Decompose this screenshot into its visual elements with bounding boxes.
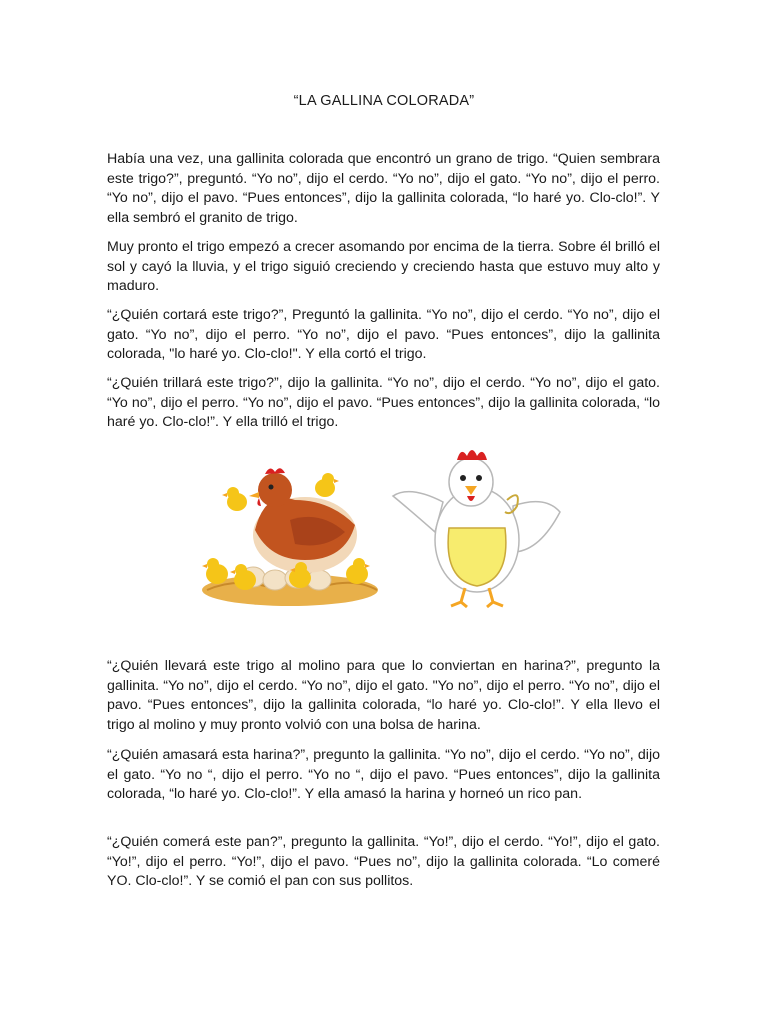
paragraph-7: “¿Quién comerá este pan?”, pregunto la gallinita. “Yo!”, dijo el cerdo. “Yo!”, dijo el gato. “Yo!”, dijo el perro. “Yo!”, dijo el pavo. “Pues no”, dijo la gallinita colorada. “Lo comeré YO. Clo-clo!”. Y se comió el pan con sus pollitos. <box>107 834 660 890</box>
white-hen-apron-icon <box>393 450 560 607</box>
paragraph-1: Había una vez, una gallinita colorada que encontró un grano de trigo. “Quien sembrara este trigo?”, preguntó. “Yo no”, dijo el cerdo. “Yo no”, dijo el gato. “Yo no”, dijo el perro. “Yo no”, dijo el pavo. “Pues entonces”, dijo la gallinita colorada, “lo haré yo. Clo-clo!”. Y ella sembró el granito de trigo. <box>107 151 660 226</box>
story-illustration <box>195 440 567 610</box>
paragraph-3: “¿Quién cortará este trigo?”, Preguntó la gallinita. “Yo no”, dijo el cerdo. “Yo no”, dijo el gato. “Yo no”, dijo el perro. “Yo no”, dijo el pavo. “Pues entonces”, dijo la gallinita colorada, "lo haré yo. Clo-clo!". Y ella cortó el trigo. <box>107 307 660 363</box>
paragraph-6: “¿Quién amasará esta harina?”, pregunto la gallinita. “Yo no”, dijo el cerdo. “Yo no”, dijo el gato. “Yo no “, dijo el perro. “Yo no “, dijo el pavo. “Pues entonces”, dijo la gallinita colorada, “lo haré yo. Clo-clo!”. Y ella amasó la harina y horneó un rico pan. <box>107 747 660 803</box>
page-title: “LA GALLINA COLORADA” <box>293 93 475 109</box>
paragraph-4: “¿Quién trillará este trigo?”, dijo la gallinita. “Yo no”, dijo el cerdo. “Yo no”, dijo el gato. “Yo no”, dijo el perro. “Yo no”, dijo el pavo. “Pues entonces”, dijo la gallinita colorada, “lo haré yo. Clo-clo!”. Y ella trilló el trigo. <box>107 375 660 431</box>
paragraph-2: Muy pronto el trigo empezó a crecer asomando por encima de la tierra. Sobre él brilló el sol y cayó la lluvia, y el trigo siguió creciendo y creciendo hasta que estuvo muy alto y maduro. <box>107 239 660 295</box>
paragraph-5: “¿Quién llevará este trigo al molino para que lo conviertan en harina?”, pregunto la gallinita. “Yo no”, dijo el cerdo. “Yo no”, dijo el gato. "Yo no”, dijo el perro. “Yo no”, dijo el pavo. “Pues entonces”, dijo la gallinita colorada, “lo haré yo. Clo-clo!”. Y ella llevo el trigo al molino y muy pronto volvió con una bolsa de harina. <box>107 658 660 733</box>
hen-with-chicks-icon <box>202 468 378 606</box>
